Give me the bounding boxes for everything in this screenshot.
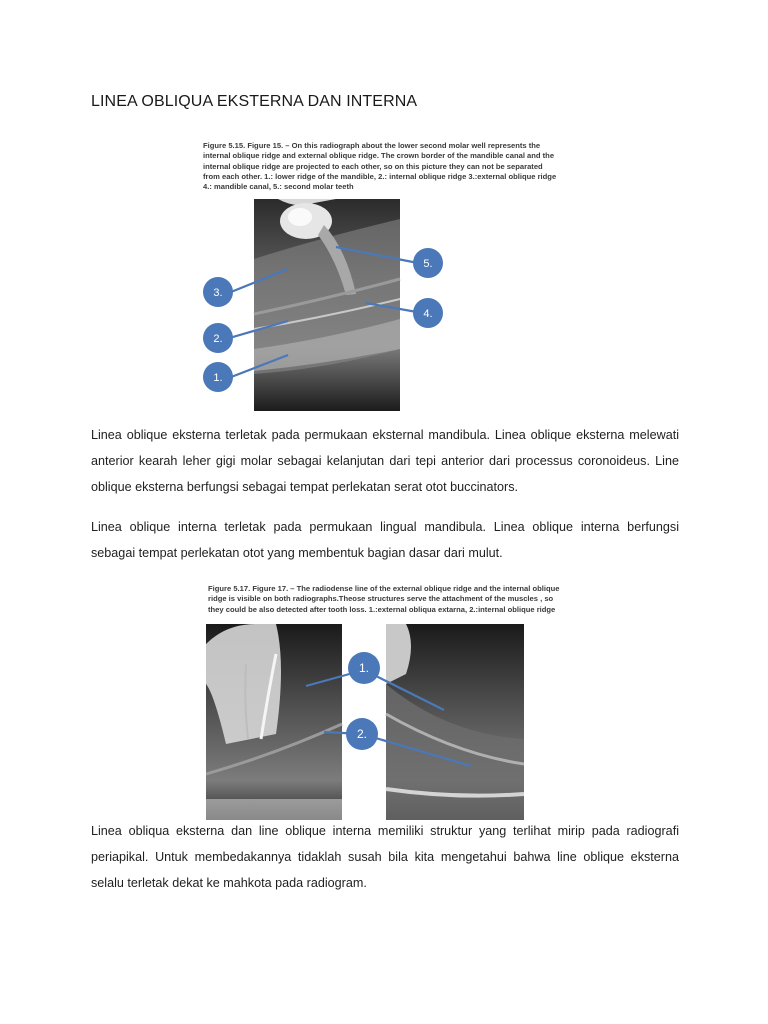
- svg-text:4.: 4.: [423, 308, 433, 320]
- svg-text:1.: 1.: [358, 661, 370, 675]
- svg-text:1.: 1.: [213, 372, 223, 384]
- marker-4: [413, 298, 443, 328]
- svg-text:5.: 5.: [423, 258, 433, 270]
- paragraph-internal-oblique: Linea oblique interna terletak pada permukaan lingual mandibula. Linea oblique interna berfungsi sebagai tempat perlekatan otot yang membentuk bagian dasar dari mulut.: [91, 520, 679, 560]
- paragraph-external-oblique: Linea oblique eksterna terletak pada permukaan eksternal mandibula. Linea oblique eksterna melewati anterior kearah leher gigi molar sebagai kelanjutan dari tepi anterior dari processus coronoideus. Line oblique eksterna berfungsi sebagai tempat perlekatan serat otot buccinators.: [91, 428, 679, 494]
- marker-5: [413, 248, 443, 278]
- figure2-image: [206, 624, 524, 820]
- figure1-radiograph: [196, 199, 456, 411]
- svg-text:2.: 2.: [356, 727, 368, 741]
- svg-text:3.: 3.: [213, 287, 223, 299]
- figure1-caption: Figure 5.15. Figure 15. – On this radiograph about the lower second molar well represents the internal oblique ridge and external oblique ridge. The crown border of the mandible canal and the internal oblique ridge are projected to each other, so on this picture they can not be separated from each other. 1.: lower ridge of the mandible, 2.: internal oblique ridge 3.:external oblique ridge 4.: mandible canal, 5.: second molar teeth: [203, 141, 557, 192]
- marker-1: [348, 652, 380, 684]
- svg-text:2.: 2.: [213, 333, 223, 345]
- marker-3: [203, 277, 233, 307]
- marker-1: [203, 362, 233, 392]
- paragraph-comparison: Linea obliqua eksterna dan line oblique interna memiliki struktur yang terlihat mirip pada radiografi periapikal. Untuk membedakannya tidaklah susah bila kita mengetahui bahwa line oblique eksterna selalu terletak dekat ke mahkota pada radiogram.: [91, 824, 679, 890]
- marker-2: [346, 718, 378, 750]
- figure2-caption: Figure 5.17. Figure 17. – The radiodense line of the external oblique ridge and the internal oblique ridge is visible on both radiographs.Theose structures serve the attachment of the muscles , so they could be also detected after tooth loss. 1.:external obliqua extarna, 2.:internal oblique ridge: [208, 584, 560, 614]
- document-title: LINEA OBLIQUA EKSTERNA DAN INTERNA: [91, 93, 418, 110]
- figure2-radiographs: [206, 624, 524, 820]
- marker-2: [203, 323, 233, 353]
- figure1-image: [196, 199, 456, 411]
